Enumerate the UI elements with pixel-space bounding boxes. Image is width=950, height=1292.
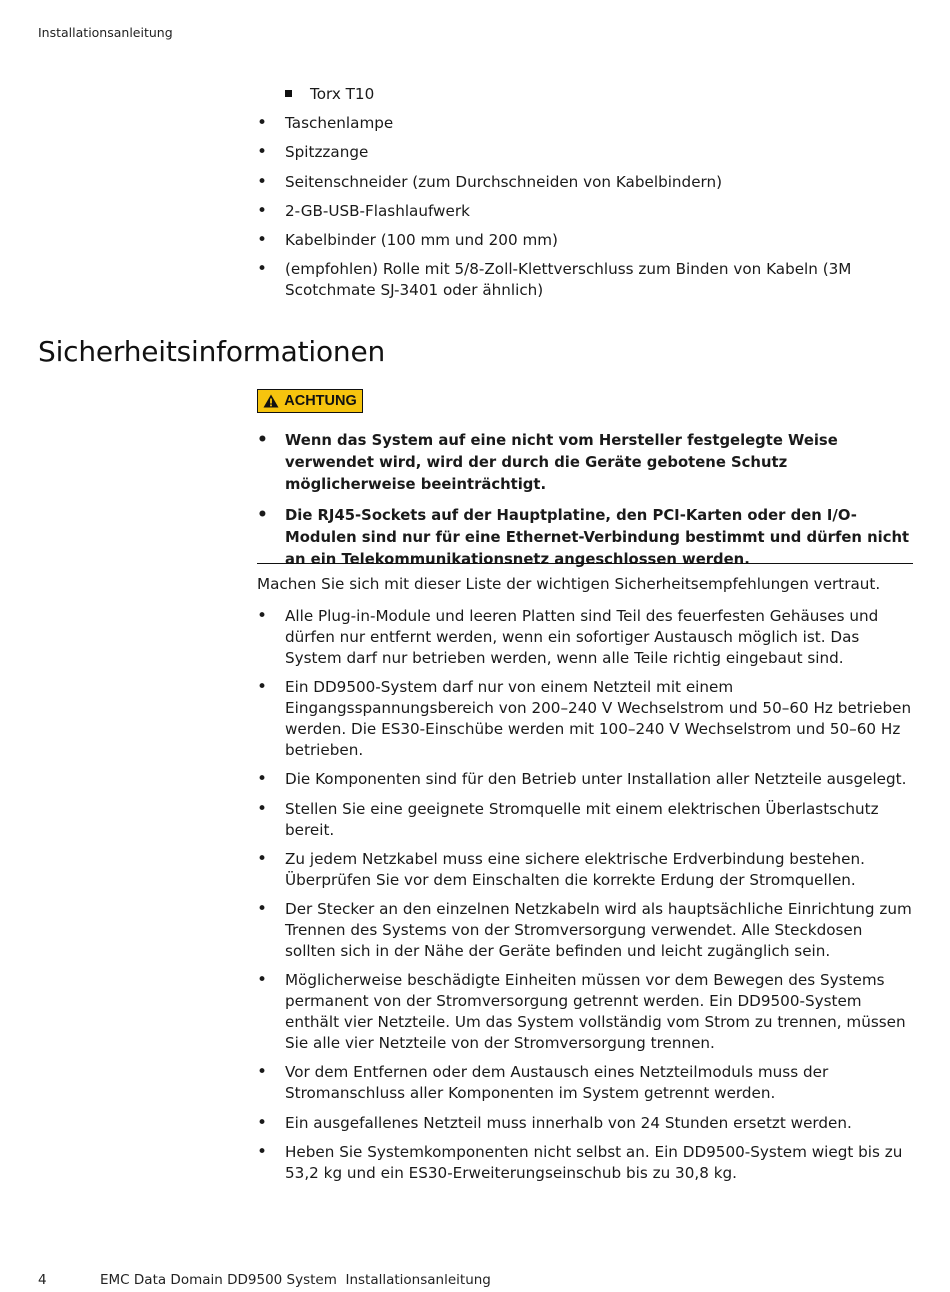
list-item: • Spitzzange [257,142,914,163]
section-heading: Sicherheitsinformationen [38,335,386,368]
list-item: Torx T10 [257,84,914,105]
list-item: • Taschenlampe [257,113,914,134]
warning-triangle-icon [263,394,279,408]
safety-block [257,606,914,1192]
list-item: • Die RJ45-Sockets auf der Hauptplatine, den PCI-Karten oder den I/O-Modulen sind nur für eine Ethernet-Verbindung bestimmt und dürfen nicht an ein Telekommunikationsnetz angeschlossen werden. [257,505,914,571]
list-item: • Zu jedem Netzkabel muss eine sichere elektrische Erdverbindung bestehen. Überprüfen Sie vor dem Einschalten die korrekte Erdung der Stromquellen. [257,849,914,891]
caution-list [257,430,914,571]
caution-label: ACHTUNG [284,393,357,409]
caution-divider [257,563,913,564]
list-item: • Ein DD9500-System darf nur von einem Netzteil mit einem Eingangsspannungsbereich von 200–240 V Wechselstrom und 50–60 Hz betrieben werden. Die ES30-Einschübe werden mit 100–240 V Wechselstrom und 50–60 Hz betrieben. [257,677,914,761]
list-item: • Vor dem Entfernen oder dem Austausch eines Netzteilmoduls muss der Stromanschluss aller Komponenten im System getrennt werden. [257,1062,914,1104]
list-item: • Ein ausgefallenes Netzteil muss innerhalb von 24 Stunden ersetzt werden. [257,1113,914,1134]
list-item: • Seitenschneider (zum Durchschneiden von Kabelbindern) [257,172,914,193]
list-item: • Der Stecker an den einzelnen Netzkabeln wird als hauptsächliche Einrichtung zum Trennen des Systems von der Stromversorgung verwendet. Alle Steckdosen sollten sich in der Nähe der Geräte befinden und leicht zugänglich sein. [257,899,914,962]
list-item: • Kabelbinder (100 mm und 200 mm) [257,230,914,251]
caution-badge [257,389,363,413]
caution-block [257,430,914,580]
list-item: • Möglicherweise beschädigte Einheiten müssen vor dem Bewegen des Systems permanent von der Stromversorgung getrennt werden. Ein DD9500-System enthält vier Netzteile. Um das System vollständig vom Strom zu trennen, müssen Sie alle vier Netzteile von der Stromversorgung trennen. [257,970,914,1054]
page-number: 4 [38,1272,47,1288]
running-header: Installationsanleitung [38,25,173,40]
tools-sub-list [257,84,914,105]
footer-doc-title: EMC Data Domain DD9500 System Installationsanleitung [100,1272,491,1288]
list-item: • Wenn das System auf eine nicht vom Hersteller festgelegte Weise verwendet wird, wird der durch die Geräte gebotene Schutz möglicherweise beeinträchtigt. [257,430,914,496]
list-item: • (empfohlen) Rolle mit 5/8-Zoll-Klettverschluss zum Binden von Kabeln (3M Scotchmate SJ-3401 oder ähnlich) [257,259,914,301]
list-item: • Heben Sie Systemkomponenten nicht selbst an. Ein DD9500-System wiegt bis zu 53,2 kg und ein ES30-Erweiterungseinschub bis zu 30,8 kg. [257,1142,914,1184]
safety-intro: Machen Sie sich mit dieser Liste der wichtigen Sicherheitsempfehlungen vertraut. [257,575,881,593]
tools-list-block [257,84,914,309]
list-item: • Die Komponenten sind für den Betrieb unter Installation aller Netzteile ausgelegt. [257,769,914,790]
list-item: • Alle Plug-in-Module und leeren Platten sind Teil des feuerfesten Gehäuses und dürfen nur entfernt werden, wenn ein sofortiger Austausch möglich ist. Das System darf nur betrieben werden, wenn alle Teile richtig eingebaut sind. [257,606,914,669]
list-item: • 2-GB-USB-Flashlaufwerk [257,201,914,222]
list-item: • Stellen Sie eine geeignete Stromquelle mit einem elektrischen Überlastschutz bereit. [257,799,914,841]
tools-list [257,113,914,301]
safety-list [257,606,914,1184]
